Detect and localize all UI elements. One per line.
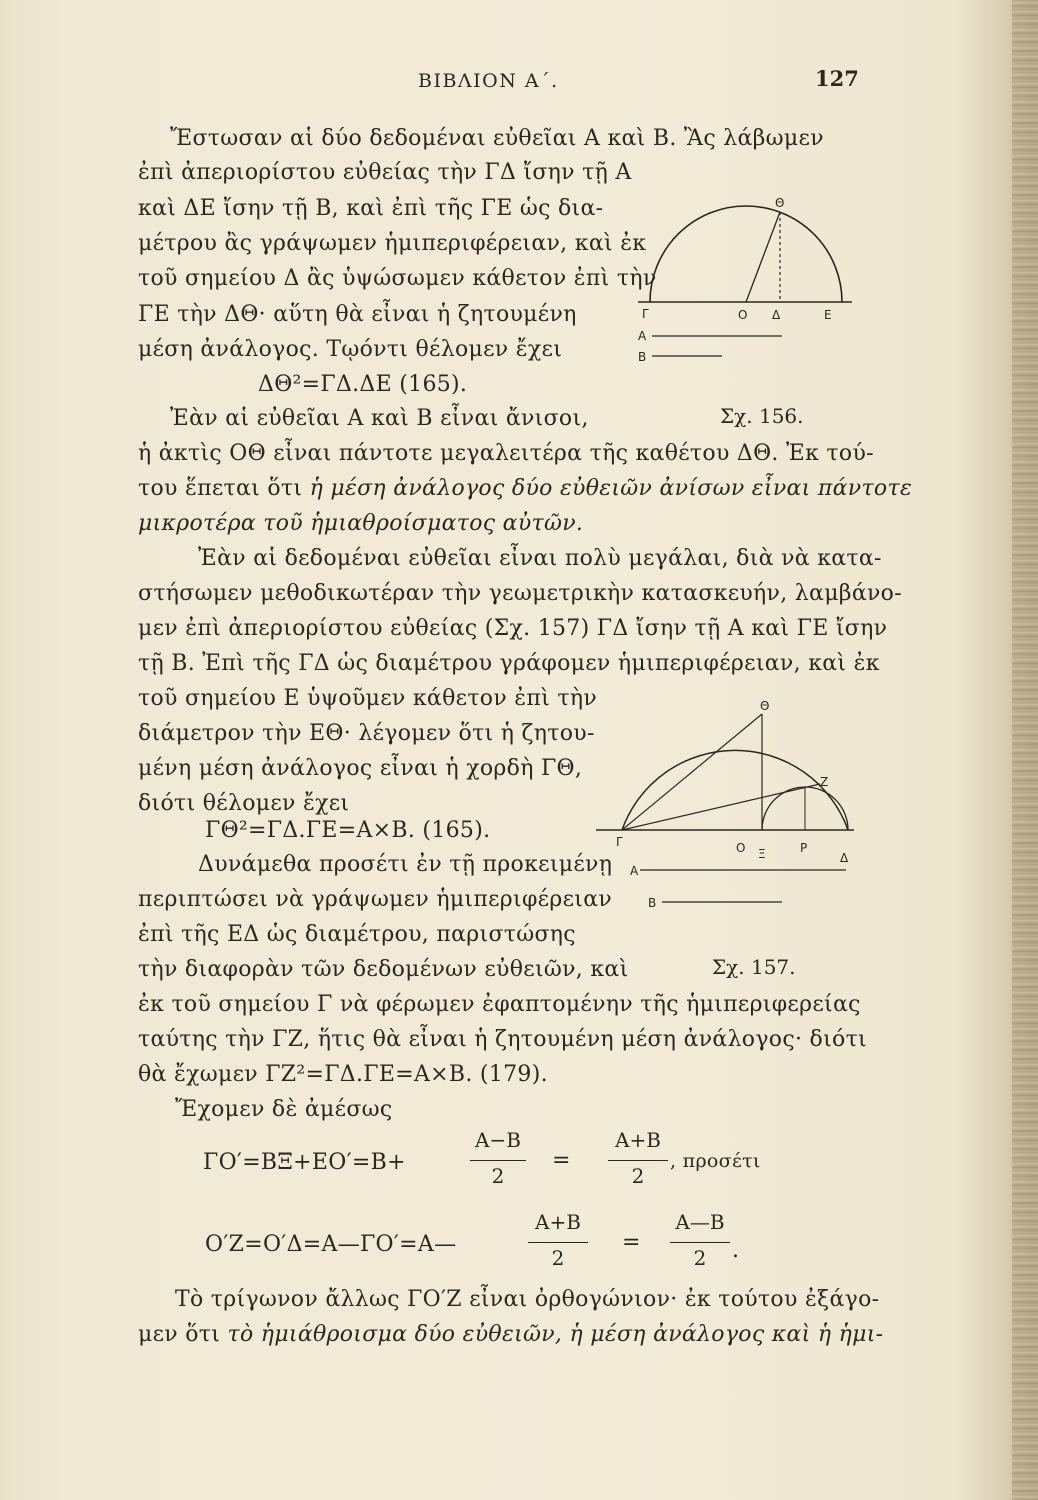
eq1-equals: = (552, 1148, 571, 1173)
equation-line: ΔΘ²=ΓΔ.ΔΕ (165). (258, 372, 468, 397)
eq2-after: . (732, 1238, 740, 1263)
fig157-label-omicron: Ο (736, 841, 746, 855)
figure-157-diagram (592, 700, 872, 925)
text-line: τοῦ σημείου Ε ὑψοῦμεν κάθετον ἐπὶ τὴν (138, 686, 598, 711)
fig157-label-theta: Θ (760, 700, 770, 713)
equation-2-left: Ο′Ζ=Ο′Δ=Α—ΓΟ′=Α— (205, 1232, 457, 1257)
text-line: Ἐὰν αἱ δεδομέναι εὐθεῖαι εἶναι πολὺ μεγάλαι, διὰ νὰ κατα- (198, 546, 882, 571)
italic-theorem: μικροτέρα τοῦ ἡμιαθροίσματος αὐτῶν. (138, 511, 584, 536)
fig156-label-epsilon: Ε (824, 308, 832, 322)
eq2-frac2-denominator: 2 (693, 1246, 707, 1270)
eq2-frac1-denominator: 2 (551, 1246, 565, 1270)
eq1-frac2-denominator: 2 (631, 1164, 645, 1188)
fig157-semicircle (622, 750, 848, 830)
text-line (138, 476, 912, 501)
eq2-frac2-numerator: Α—Β (675, 1210, 725, 1234)
equation-line: ΓΘ²=ΓΔ.ΓΕ=Α×Β. (165). (205, 818, 491, 843)
text-line: μένη μέση ἀνάλογος εἶναι ἡ χορδὴ ΓΘ, (138, 756, 583, 781)
eq1-after: , προσέτι (670, 1150, 761, 1172)
text-line: καὶ ΔΕ ἴσην τῇ Β, καὶ ἐπὶ τῆς ΓΕ ὡς δια- (138, 196, 604, 221)
text-line: διάμετρον τὴν ΕΘ· λέγομεν ὅτι ἡ ζητου- (138, 721, 595, 746)
fig156-label-omicron: Ο (738, 308, 748, 322)
figure-157-caption: Σχ. 157. (712, 955, 796, 979)
text-line: ἐκ τοῦ σημείου Γ νὰ φέρωμεν ἐφαπτομένην τῆς ἡμιπεριφερείας (138, 992, 861, 1017)
fig157-label-alpha: Α (630, 864, 639, 878)
eq1-frac1-numerator: Α−Β (475, 1128, 521, 1152)
italic-theorem: τὸ ἡμιάθροισμα δύο εὐθειῶν, ἡ μέση ἀνάλογος καὶ ἡ ἡμι- (227, 1322, 884, 1347)
text-line: ἐπὶ ἀπεριορίστου εὐθείας τὴν ΓΔ ἴσην τῇ Α (138, 160, 632, 185)
text-line: τοῦ σημείου Δ ἂς ὑψώσωμεν κάθετον ἐπὶ τὴν (138, 266, 657, 291)
text-line: Ἐὰν αἱ εὐθεῖαι Α καὶ Β εἶναι ἄνισοι, (170, 406, 589, 431)
fig157-label-xi: Ξ (758, 847, 766, 861)
page-number: 127 (815, 66, 859, 91)
eq2-equals: = (622, 1230, 641, 1255)
text-span: μεν ὅτι (138, 1322, 228, 1347)
fig156-semicircle (650, 206, 842, 302)
figure-156-caption: Σχ. 156. (720, 404, 804, 428)
fig156-label-alpha: Α (638, 329, 647, 343)
figure-156-diagram (630, 190, 860, 375)
running-header: ΒΙΒΛΙΟΝ Α΄. (418, 70, 559, 92)
text-line: τὴν διαφορὰν τῶν δεδομένων εὐθειῶν, καὶ (138, 957, 629, 982)
eq2-frac1-numerator: Α+Β (535, 1210, 581, 1234)
text-line: περιπτώσει νὰ γράψωμεν ἡμιπεριφέρειαν (138, 887, 613, 912)
fig156-label-delta: Δ (772, 308, 781, 322)
text-line: ἡ ἀκτὶς ΟΘ εἶναι πάντοτε μεγαλειτέρα τῆς καθέτου ΔΘ. Ἐκ τού- (138, 441, 874, 466)
text-line: μέση ἀνάλογος. Τῳόντι θέλομεν ἔχει (138, 337, 563, 362)
italic-theorem: ἡ μέση ἀνάλογος δύο εὐθειῶν ἀνίσων εἶναι πάντοτε (309, 476, 913, 501)
fig157-label-delta: Δ (840, 851, 849, 865)
text-line: Τὸ τρίγωνον ἄλλως ΓΟ′Ζ εἶναι ὀρθογώνιον· ἐκ τούτου ἐξάγο- (175, 1287, 880, 1312)
text-line: ΓΕ τὴν ΔΘ· αὕτη θὰ εἶναι ἡ ζητουμένη (138, 302, 577, 327)
text-line: Δυνάμεθα προσέτι ἐν τῇ προκειμένῃ (198, 852, 613, 877)
page-binding-edge (1012, 0, 1038, 1500)
text-line (138, 1322, 883, 1347)
eq1-frac2-bar (608, 1160, 668, 1161)
eq2-frac2-bar (670, 1242, 730, 1243)
text-line: διότι θέλομεν ἔχει (138, 791, 350, 816)
text-line: ἐπὶ τῆς ΕΔ ὡς διαμέτρου, παριστώσης (138, 922, 576, 947)
fig156-label-gamma: Γ (642, 307, 649, 321)
text-line: μέτρου ἂς γράψωμεν ἡμιπεριφέρειαν, καὶ ἐκ (138, 231, 647, 256)
fig156-radius (746, 212, 780, 302)
text-line: μεν ἐπὶ ἀπεριορίστου εὐθείας (Σχ. 157) ΓΔ ἴσην τῇ Α καὶ ΓΕ ἴσην (138, 616, 888, 641)
fig157-label-gamma: Γ (616, 835, 623, 849)
eq1-frac2-numerator: Α+Β (615, 1128, 661, 1152)
eq2-frac1-bar (528, 1242, 588, 1243)
text-span: του ἕπεται ὅτι (138, 476, 310, 501)
fig157-label-rho: Ρ (800, 841, 808, 855)
fig157-chord (622, 714, 762, 830)
eq1-frac1-bar (470, 1160, 526, 1161)
text-line: τῇ Β. Ἐπὶ τῆς ΓΔ ὡς διαμέτρου γράφομεν ἡμιπεριφέρειαν, καὶ ἐκ (138, 651, 880, 676)
fig157-tangent (622, 784, 820, 830)
text-line: Ἔχομεν δὲ ἀμέσως (175, 1097, 393, 1122)
equation-1-left: ΓΟ′=ΒΞ+ΕΟ′=Β+ (203, 1150, 406, 1175)
fig157-label-zeta: Ζ (820, 775, 829, 789)
fig156-label-theta: Θ (775, 196, 785, 210)
eq1-frac1-denominator: 2 (491, 1164, 505, 1188)
text-line: στήσωμεν μεθοδικωτέραν τὴν γεωμετρικὴν κατασκευήν, λαμβάνο- (138, 581, 902, 606)
equation-line: θὰ ἔχωμεν ΓΖ²=ΓΔ.ΓΕ=Α×Β. (179). (138, 1062, 548, 1087)
fig156-label-beta: Β (638, 350, 647, 364)
text-line: ταύτης τὴν ΓΖ, ἥτις θὰ εἶναι ἡ ζητουμένη μέση ἀνάλογος· διότι (138, 1027, 867, 1052)
fig157-label-beta: Β (648, 896, 657, 910)
text-line: Ἔστωσαν αἱ δύο δεδομέναι εὐθεῖαι Α καὶ Β. Ἂς λάβωμεν (170, 126, 824, 151)
